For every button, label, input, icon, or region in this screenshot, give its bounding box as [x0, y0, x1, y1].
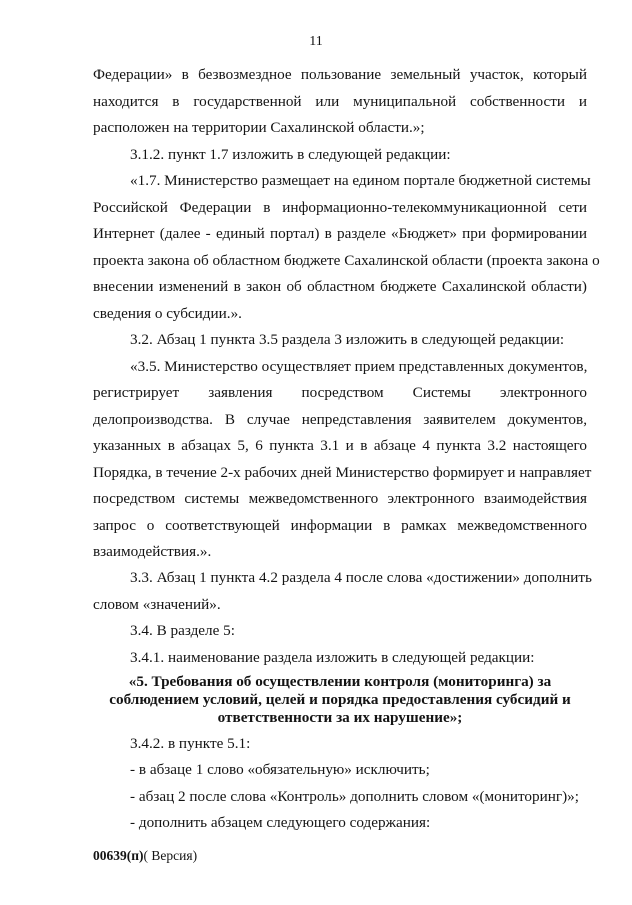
document-footer — [93, 848, 197, 864]
document-version: ( Версия) — [143, 848, 198, 863]
text-line: - дополнить абзацем следующего содержания: — [130, 814, 431, 831]
section-heading-line: ответственности за их нарушение»; — [217, 709, 463, 726]
section-heading-line: соблюдением условий, целей и порядка предоставления субсидий и — [109, 691, 571, 708]
text-line: словом «значений». — [93, 596, 221, 613]
text-line: Федерации» в безвозмездное пользование земельный участок, который — [93, 66, 587, 83]
text-line: сведения о субсидии.». — [93, 305, 242, 322]
text-line: Порядка, в течение 2-х рабочих дней Министерство формирует и направляет — [93, 464, 592, 481]
text-line: запрос о соответствующей информации в рамках межведомственного — [93, 517, 587, 534]
document-code: 00639(п) — [93, 848, 144, 863]
text-line: 3.3. Абзац 1 пункта 4.2 раздела 4 после слова «достижении» дополнить — [130, 569, 592, 586]
text-line: взаимодействия.». — [93, 543, 212, 560]
text-line: 3.4. В разделе 5: — [130, 622, 235, 639]
text-line: - абзац 2 после слова «Контроль» дополнить словом «(мониторинг)»; — [130, 788, 579, 805]
text-line: проекта закона об областном бюджете Сахалинской области (проекта закона о — [93, 252, 600, 269]
text-line: Интернет (далее - единый портал) в разделе «Бюджет» при формировании — [93, 225, 587, 242]
text-line: находится в государственной или муниципальной собственности и — [93, 93, 587, 110]
text-line: указанных в абзацах 5, 6 пункта 3.1 и в абзаце 4 пункта 3.2 настоящего — [93, 437, 587, 454]
page-number: 11 — [309, 34, 323, 49]
text-line: регистрирует заявления посредством Системы электронного — [93, 384, 587, 401]
section-heading-line: «5. Требования об осуществлении контроля (мониторинга) за — [128, 673, 552, 690]
text-line: внесении изменений в закон об областном бюджете Сахалинской области) — [93, 278, 587, 295]
text-line: посредством системы межведомственного электронного взаимодействия — [93, 490, 587, 507]
text-line: 3.4.2. в пункте 5.1: — [130, 735, 251, 752]
text-line: «3.5. Министерство осуществляет прием представленных документов, — [130, 358, 588, 375]
text-line: 3.4.1. наименование раздела изложить в следующей редакции: — [130, 649, 535, 666]
text-line: 3.2. Абзац 1 пункта 3.5 раздела 3 изложить в следующей редакции: — [130, 331, 565, 348]
text-line: 3.1.2. пункт 1.7 изложить в следующей редакции: — [130, 146, 451, 163]
text-line: делопроизводства. В случае непредставления заявителем документов, — [93, 411, 587, 428]
text-line: - в абзаце 1 слово «обязательную» исключить; — [130, 761, 430, 778]
text-line: Российской Федерации в информационно-телекоммуникационной сети — [93, 199, 587, 216]
text-line: расположен на территории Сахалинской области.»; — [93, 119, 425, 136]
text-line: «1.7. Министерство размещает на едином портале бюджетной системы — [130, 172, 591, 189]
